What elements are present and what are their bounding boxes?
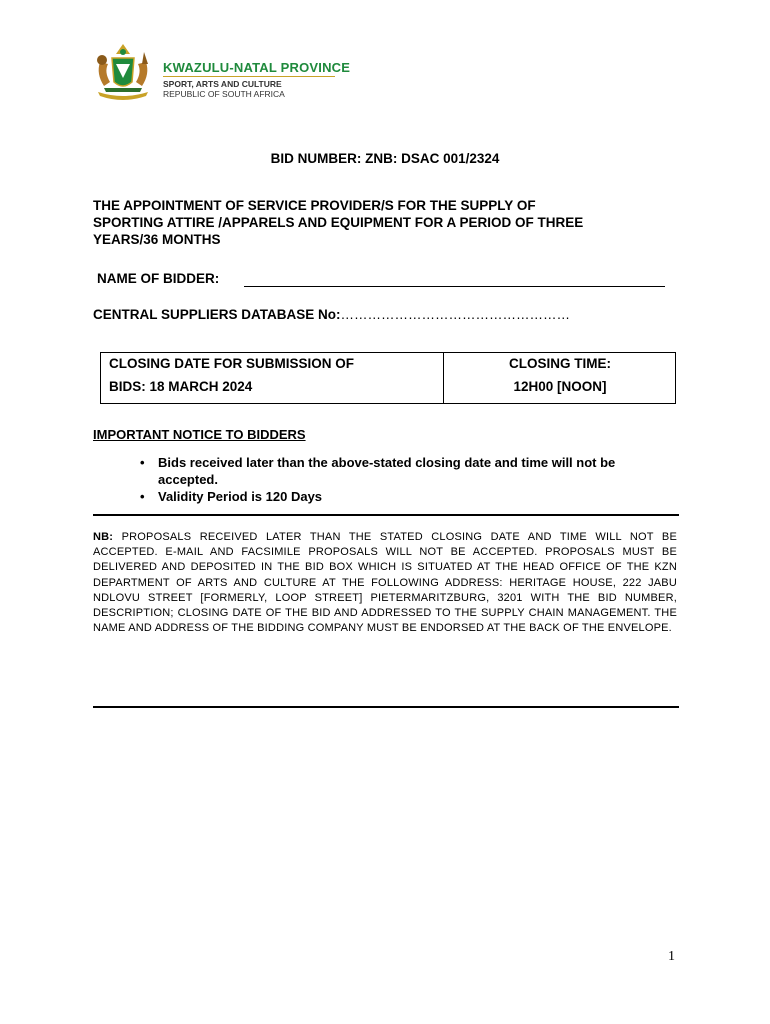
horizontal-rule: [93, 706, 679, 708]
bid-title-line: SPORTING ATTIRE /APPARELS AND EQUIPMENT FOR A PERIOD OF THREE: [93, 215, 584, 230]
csd-label: CENTRAL SUPPLIERS DATABASE No:: [93, 307, 341, 322]
csd-number-field[interactable]: ……………………………………………: [340, 307, 571, 322]
name-of-bidder-field[interactable]: [244, 286, 665, 287]
notice-bullet-list: [140, 454, 670, 505]
important-notice-heading: IMPORTANT NOTICE TO BIDDERS: [93, 427, 306, 442]
page-number: 1: [668, 949, 675, 964]
notice-bullet-text: Bids received later than the above-stated closing date and time will not be accepted.: [158, 455, 616, 487]
bid-title: [93, 197, 683, 248]
province-name: KWAZULU-NATAL PROVINCE: [163, 60, 351, 75]
brand-divider: [163, 76, 335, 77]
department-name: SPORT, ARTS AND CULTURE: [163, 79, 282, 89]
name-of-bidder-label: NAME OF BIDDER:: [97, 271, 220, 286]
bid-title-line: YEARS/36 MONTHS: [93, 232, 221, 247]
bullet-icon: •: [140, 489, 145, 504]
bid-title-line: THE APPOINTMENT OF SERVICE PROVIDER/S FOR THE SUPPLY OF: [93, 198, 536, 213]
bid-number: BID NUMBER: ZNB: DSAC 001/2324: [270, 151, 500, 166]
closing-time-label: CLOSING TIME:: [509, 356, 611, 371]
list-item: [140, 454, 670, 488]
coat-of-arms-icon: [92, 42, 154, 102]
nb-label: NB:: [93, 531, 114, 543]
csd-number-row: [93, 307, 570, 322]
closing-info-box: [100, 352, 676, 404]
closing-date-value: BIDS: 18 MARCH 2024: [109, 379, 253, 394]
nb-paragraph: [93, 530, 677, 636]
notice-bullet-text: Validity Period is 120 Days: [158, 489, 323, 504]
closing-time-value: 12H00 [NOON]: [513, 379, 607, 394]
bullet-icon: •: [140, 455, 145, 470]
country-name: REPUBLIC OF SOUTH AFRICA: [163, 89, 285, 99]
closing-date-label: CLOSING DATE FOR SUBMISSION OF: [109, 356, 355, 371]
nb-text: PROPOSALS RECEIVED LATER THAN THE STATED CLOSING DATE AND TIME WILL NOT BE ACCEPTED. E-MAIL AND FACSIMILE PROPOSALS WILL NOT BE ACCEPTED. PROPOSALS MUST BE DELIVERED AND DEPOSITED IN THE BID BOX WHICH IS SITUATED AT THE HEAD OFFICE OF THE KZN DEPARTMENT OF ARTS AND CULTURE AT THE FOLLOWING ADDRESS: HERITAGE HOUSE, 222 JABU NDLOVU STREET [FORMERLY, LOOP STREET] PIETERMARITZBURG, 3201 WITH THE BID NUMBER, DESCRIPTION; CLOSING DATE OF THE BID AND ADDRESSED TO THE SUPPLY CHAIN MANAGEMENT. THE NAME AND ADDRESS OF THE BIDDING COMPANY MUST BE ENDORSED AT THE BACK OF THE ENVELOPE.: [93, 531, 677, 635]
horizontal-rule: [93, 514, 679, 516]
list-item: [140, 488, 670, 505]
